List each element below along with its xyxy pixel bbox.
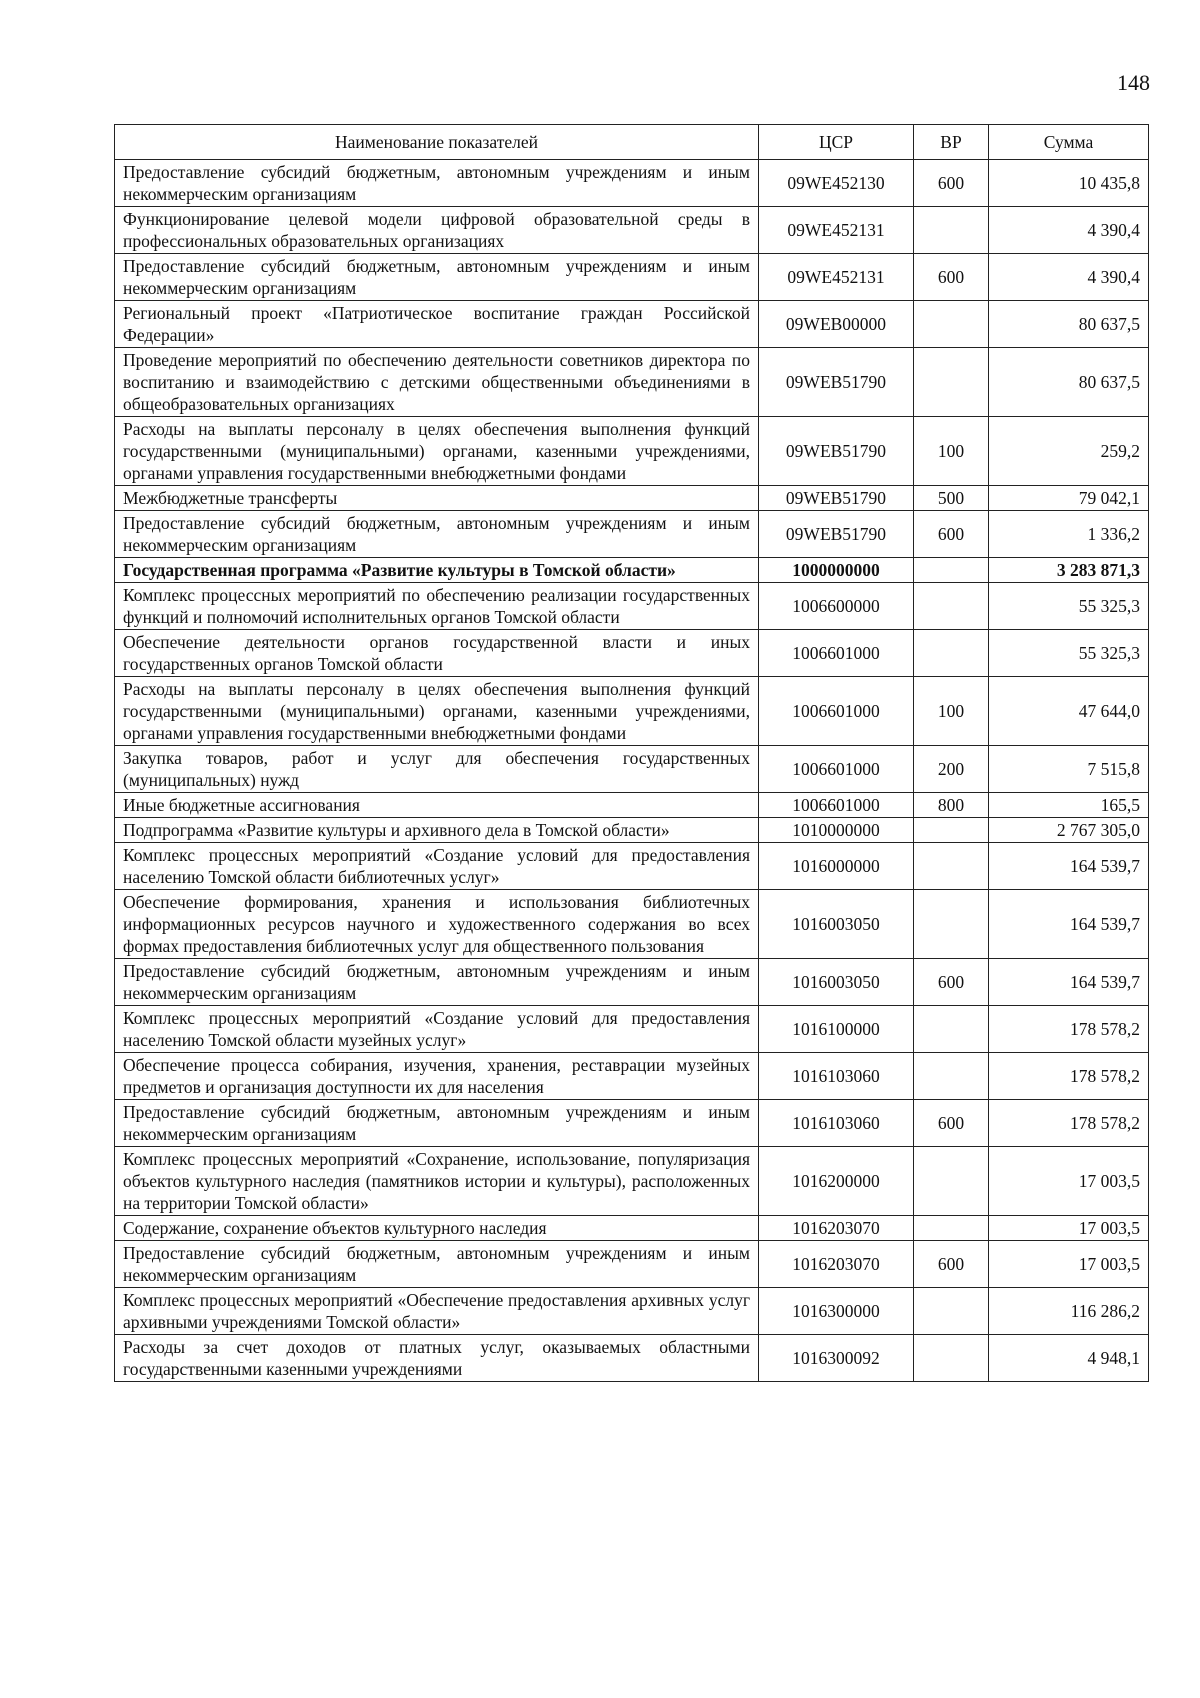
row-name-cell: Подпрограмма «Развитие культуры и архивного дела в Томской области» — [115, 818, 759, 843]
row-csr-cell: 1016103060 — [759, 1100, 914, 1147]
row-sum-cell: 17 003,5 — [989, 1241, 1149, 1288]
row-sum-cell: 4 948,1 — [989, 1335, 1149, 1382]
row-csr-cell: 1006601000 — [759, 746, 914, 793]
row-sum-cell: 17 003,5 — [989, 1216, 1149, 1241]
row-name-cell: Региональный проект «Патриотическое воспитание граждан Российской Федерации» — [115, 301, 759, 348]
row-sum-cell: 259,2 — [989, 417, 1149, 486]
row-csr-cell: 1016100000 — [759, 1006, 914, 1053]
row-csr-cell: 1016103060 — [759, 1053, 914, 1100]
header-sum: Сумма — [989, 125, 1149, 160]
row-name-cell: Функционирование целевой модели цифровой образовательной среды в профессиональных образовательных организациях — [115, 207, 759, 254]
table-row — [115, 301, 1149, 348]
row-vr-cell: 500 — [914, 486, 989, 511]
table-row — [115, 583, 1149, 630]
row-sum-cell: 55 325,3 — [989, 630, 1149, 677]
row-vr-cell — [914, 558, 989, 583]
row-name-cell: Расходы на выплаты персоналу в целях обеспечения выполнения функций государственными (муниципальными) органами, казенными учреждениями, органами управления государственными внебюджетными фондами — [115, 677, 759, 746]
table-row — [115, 959, 1149, 1006]
row-sum-cell: 2 767 305,0 — [989, 818, 1149, 843]
row-name-cell: Предоставление субсидий бюджетным, автономным учреждениям и иным некоммерческим организациям — [115, 254, 759, 301]
table-row — [115, 1006, 1149, 1053]
row-name-cell: Комплекс процессных мероприятий «Обеспечение предоставления архивных услуг архивными учреждениями Томской области» — [115, 1288, 759, 1335]
row-name-cell: Обеспечение деятельности органов государственной власти и иных государственных органов Томской области — [115, 630, 759, 677]
row-sum-cell: 116 286,2 — [989, 1288, 1149, 1335]
row-csr-cell: 09WEB51790 — [759, 417, 914, 486]
row-csr-cell: 1006601000 — [759, 630, 914, 677]
table-row — [115, 843, 1149, 890]
row-sum-cell: 79 042,1 — [989, 486, 1149, 511]
row-sum-cell: 178 578,2 — [989, 1053, 1149, 1100]
table-row — [115, 348, 1149, 417]
row-vr-cell — [914, 1335, 989, 1382]
table-row — [115, 1100, 1149, 1147]
row-csr-cell: 09WE452131 — [759, 207, 914, 254]
row-name-cell: Предоставление субсидий бюджетным, автономным учреждениям и иным некоммерческим организациям — [115, 511, 759, 558]
row-vr-cell — [914, 1147, 989, 1216]
row-vr-cell: 100 — [914, 677, 989, 746]
row-name-cell: Проведение мероприятий по обеспечению деятельности советников директора по воспитанию и взаимодействию с детскими общественными объединениями в общеобразовательных организациях — [115, 348, 759, 417]
row-vr-cell — [914, 301, 989, 348]
table-row — [115, 558, 1149, 583]
table-row — [115, 207, 1149, 254]
row-sum-cell: 164 539,7 — [989, 959, 1149, 1006]
row-sum-cell: 164 539,7 — [989, 890, 1149, 959]
table-row — [115, 254, 1149, 301]
header-csr: ЦСР — [759, 125, 914, 160]
row-name-cell: Межбюджетные трансферты — [115, 486, 759, 511]
row-sum-cell: 4 390,4 — [989, 207, 1149, 254]
row-name-cell: Обеспечение процесса собирания, изучения, хранения, реставрации музейных предметов и организация доступности их для населения — [115, 1053, 759, 1100]
row-vr-cell: 200 — [914, 746, 989, 793]
row-sum-cell: 47 644,0 — [989, 677, 1149, 746]
row-name-cell: Комплекс процессных мероприятий «Сохранение, использование, популяризация объектов культурного наследия (памятников истории и культуры), расположенных на территории Томской области» — [115, 1147, 759, 1216]
row-vr-cell — [914, 1288, 989, 1335]
row-sum-cell: 165,5 — [989, 793, 1149, 818]
table-row — [115, 160, 1149, 207]
row-sum-cell: 80 637,5 — [989, 301, 1149, 348]
row-name-cell: Предоставление субсидий бюджетным, автономным учреждениям и иным некоммерческим организациям — [115, 959, 759, 1006]
row-csr-cell: 1006601000 — [759, 677, 914, 746]
row-name-cell: Государственная программа «Развитие культуры в Томской области» — [115, 558, 759, 583]
row-vr-cell: 100 — [914, 417, 989, 486]
row-vr-cell: 600 — [914, 1241, 989, 1288]
row-vr-cell — [914, 1216, 989, 1241]
row-vr-cell: 600 — [914, 1100, 989, 1147]
row-csr-cell: 1016300092 — [759, 1335, 914, 1382]
row-name-cell: Закупка товаров, работ и услуг для обеспечения государственных (муниципальных) нужд — [115, 746, 759, 793]
row-csr-cell: 1016000000 — [759, 843, 914, 890]
row-csr-cell: 09WE452130 — [759, 160, 914, 207]
row-csr-cell: 1016003050 — [759, 890, 914, 959]
row-name-cell: Предоставление субсидий бюджетным, автономным учреждениям и иным некоммерческим организациям — [115, 1241, 759, 1288]
row-sum-cell: 17 003,5 — [989, 1147, 1149, 1216]
row-name-cell: Предоставление субсидий бюджетным, автономным учреждениям и иным некоммерческим организациям — [115, 1100, 759, 1147]
row-name-cell: Расходы за счет доходов от платных услуг, оказываемых областными государственными казенными учреждениями — [115, 1335, 759, 1382]
table-row — [115, 1241, 1149, 1288]
table-row — [115, 511, 1149, 558]
row-csr-cell: 1016003050 — [759, 959, 914, 1006]
row-name-cell: Предоставление субсидий бюджетным, автономным учреждениям и иным некоммерческим организациям — [115, 160, 759, 207]
row-sum-cell: 4 390,4 — [989, 254, 1149, 301]
table-row — [115, 1216, 1149, 1241]
row-name-cell: Комплекс процессных мероприятий «Создание условий для предоставления населению Томской области музейных услуг» — [115, 1006, 759, 1053]
row-name-cell: Комплекс процессных мероприятий по обеспечению реализации государственных функций и полномочий исполнительных органов Томской области — [115, 583, 759, 630]
row-csr-cell: 09WE452131 — [759, 254, 914, 301]
row-vr-cell: 600 — [914, 254, 989, 301]
row-csr-cell: 1010000000 — [759, 818, 914, 843]
row-name-cell: Содержание, сохранение объектов культурного наследия — [115, 1216, 759, 1241]
table-row — [115, 746, 1149, 793]
row-csr-cell: 09WEB51790 — [759, 511, 914, 558]
row-csr-cell: 1016200000 — [759, 1147, 914, 1216]
row-vr-cell — [914, 818, 989, 843]
table-row — [115, 1288, 1149, 1335]
table-row — [115, 890, 1149, 959]
row-csr-cell: 1016203070 — [759, 1216, 914, 1241]
row-vr-cell — [914, 890, 989, 959]
table-row — [115, 486, 1149, 511]
row-vr-cell — [914, 1006, 989, 1053]
row-csr-cell: 1006601000 — [759, 793, 914, 818]
row-name-cell: Расходы на выплаты персоналу в целях обеспечения выполнения функций государственными (муниципальными) органами, казенными учреждениями, органами управления государственными внебюджетными фондами — [115, 417, 759, 486]
header-name: Наименование показателей — [115, 125, 759, 160]
row-sum-cell: 164 539,7 — [989, 843, 1149, 890]
row-name-cell: Иные бюджетные ассигнования — [115, 793, 759, 818]
table-body — [115, 160, 1149, 1382]
row-vr-cell: 600 — [914, 511, 989, 558]
table-row — [115, 630, 1149, 677]
row-vr-cell: 800 — [914, 793, 989, 818]
row-vr-cell: 600 — [914, 959, 989, 1006]
header-vr: ВР — [914, 125, 989, 160]
row-name-cell: Комплекс процессных мероприятий «Создание условий для предоставления населению Томской области библиотечных услуг» — [115, 843, 759, 890]
table-row — [115, 818, 1149, 843]
row-sum-cell: 7 515,8 — [989, 746, 1149, 793]
row-csr-cell: 1006600000 — [759, 583, 914, 630]
table-row — [115, 417, 1149, 486]
budget-table — [114, 124, 1149, 1382]
row-csr-cell: 1016300000 — [759, 1288, 914, 1335]
row-sum-cell: 80 637,5 — [989, 348, 1149, 417]
row-vr-cell — [914, 630, 989, 677]
row-vr-cell — [914, 583, 989, 630]
row-vr-cell: 600 — [914, 160, 989, 207]
row-vr-cell — [914, 207, 989, 254]
row-csr-cell: 09WEB51790 — [759, 348, 914, 417]
table-header-row — [115, 125, 1149, 160]
table-row — [115, 793, 1149, 818]
row-csr-cell: 1000000000 — [759, 558, 914, 583]
row-sum-cell: 3 283 871,3 — [989, 558, 1149, 583]
row-csr-cell: 1016203070 — [759, 1241, 914, 1288]
table-row — [115, 677, 1149, 746]
row-csr-cell: 09WEB51790 — [759, 486, 914, 511]
row-csr-cell: 09WEB00000 — [759, 301, 914, 348]
table-row — [115, 1053, 1149, 1100]
table-row — [115, 1147, 1149, 1216]
row-sum-cell: 178 578,2 — [989, 1006, 1149, 1053]
table-row — [115, 1335, 1149, 1382]
row-vr-cell — [914, 1053, 989, 1100]
row-sum-cell: 55 325,3 — [989, 583, 1149, 630]
row-sum-cell: 1 336,2 — [989, 511, 1149, 558]
page-number: 148 — [1117, 70, 1150, 95]
row-vr-cell — [914, 843, 989, 890]
row-sum-cell: 10 435,8 — [989, 160, 1149, 207]
row-vr-cell — [914, 348, 989, 417]
row-sum-cell: 178 578,2 — [989, 1100, 1149, 1147]
row-name-cell: Обеспечение формирования, хранения и использования библиотечных информационных ресурсов научного и художественного содержания во всех формах предоставления библиотечных услуг для общественного пользования — [115, 890, 759, 959]
